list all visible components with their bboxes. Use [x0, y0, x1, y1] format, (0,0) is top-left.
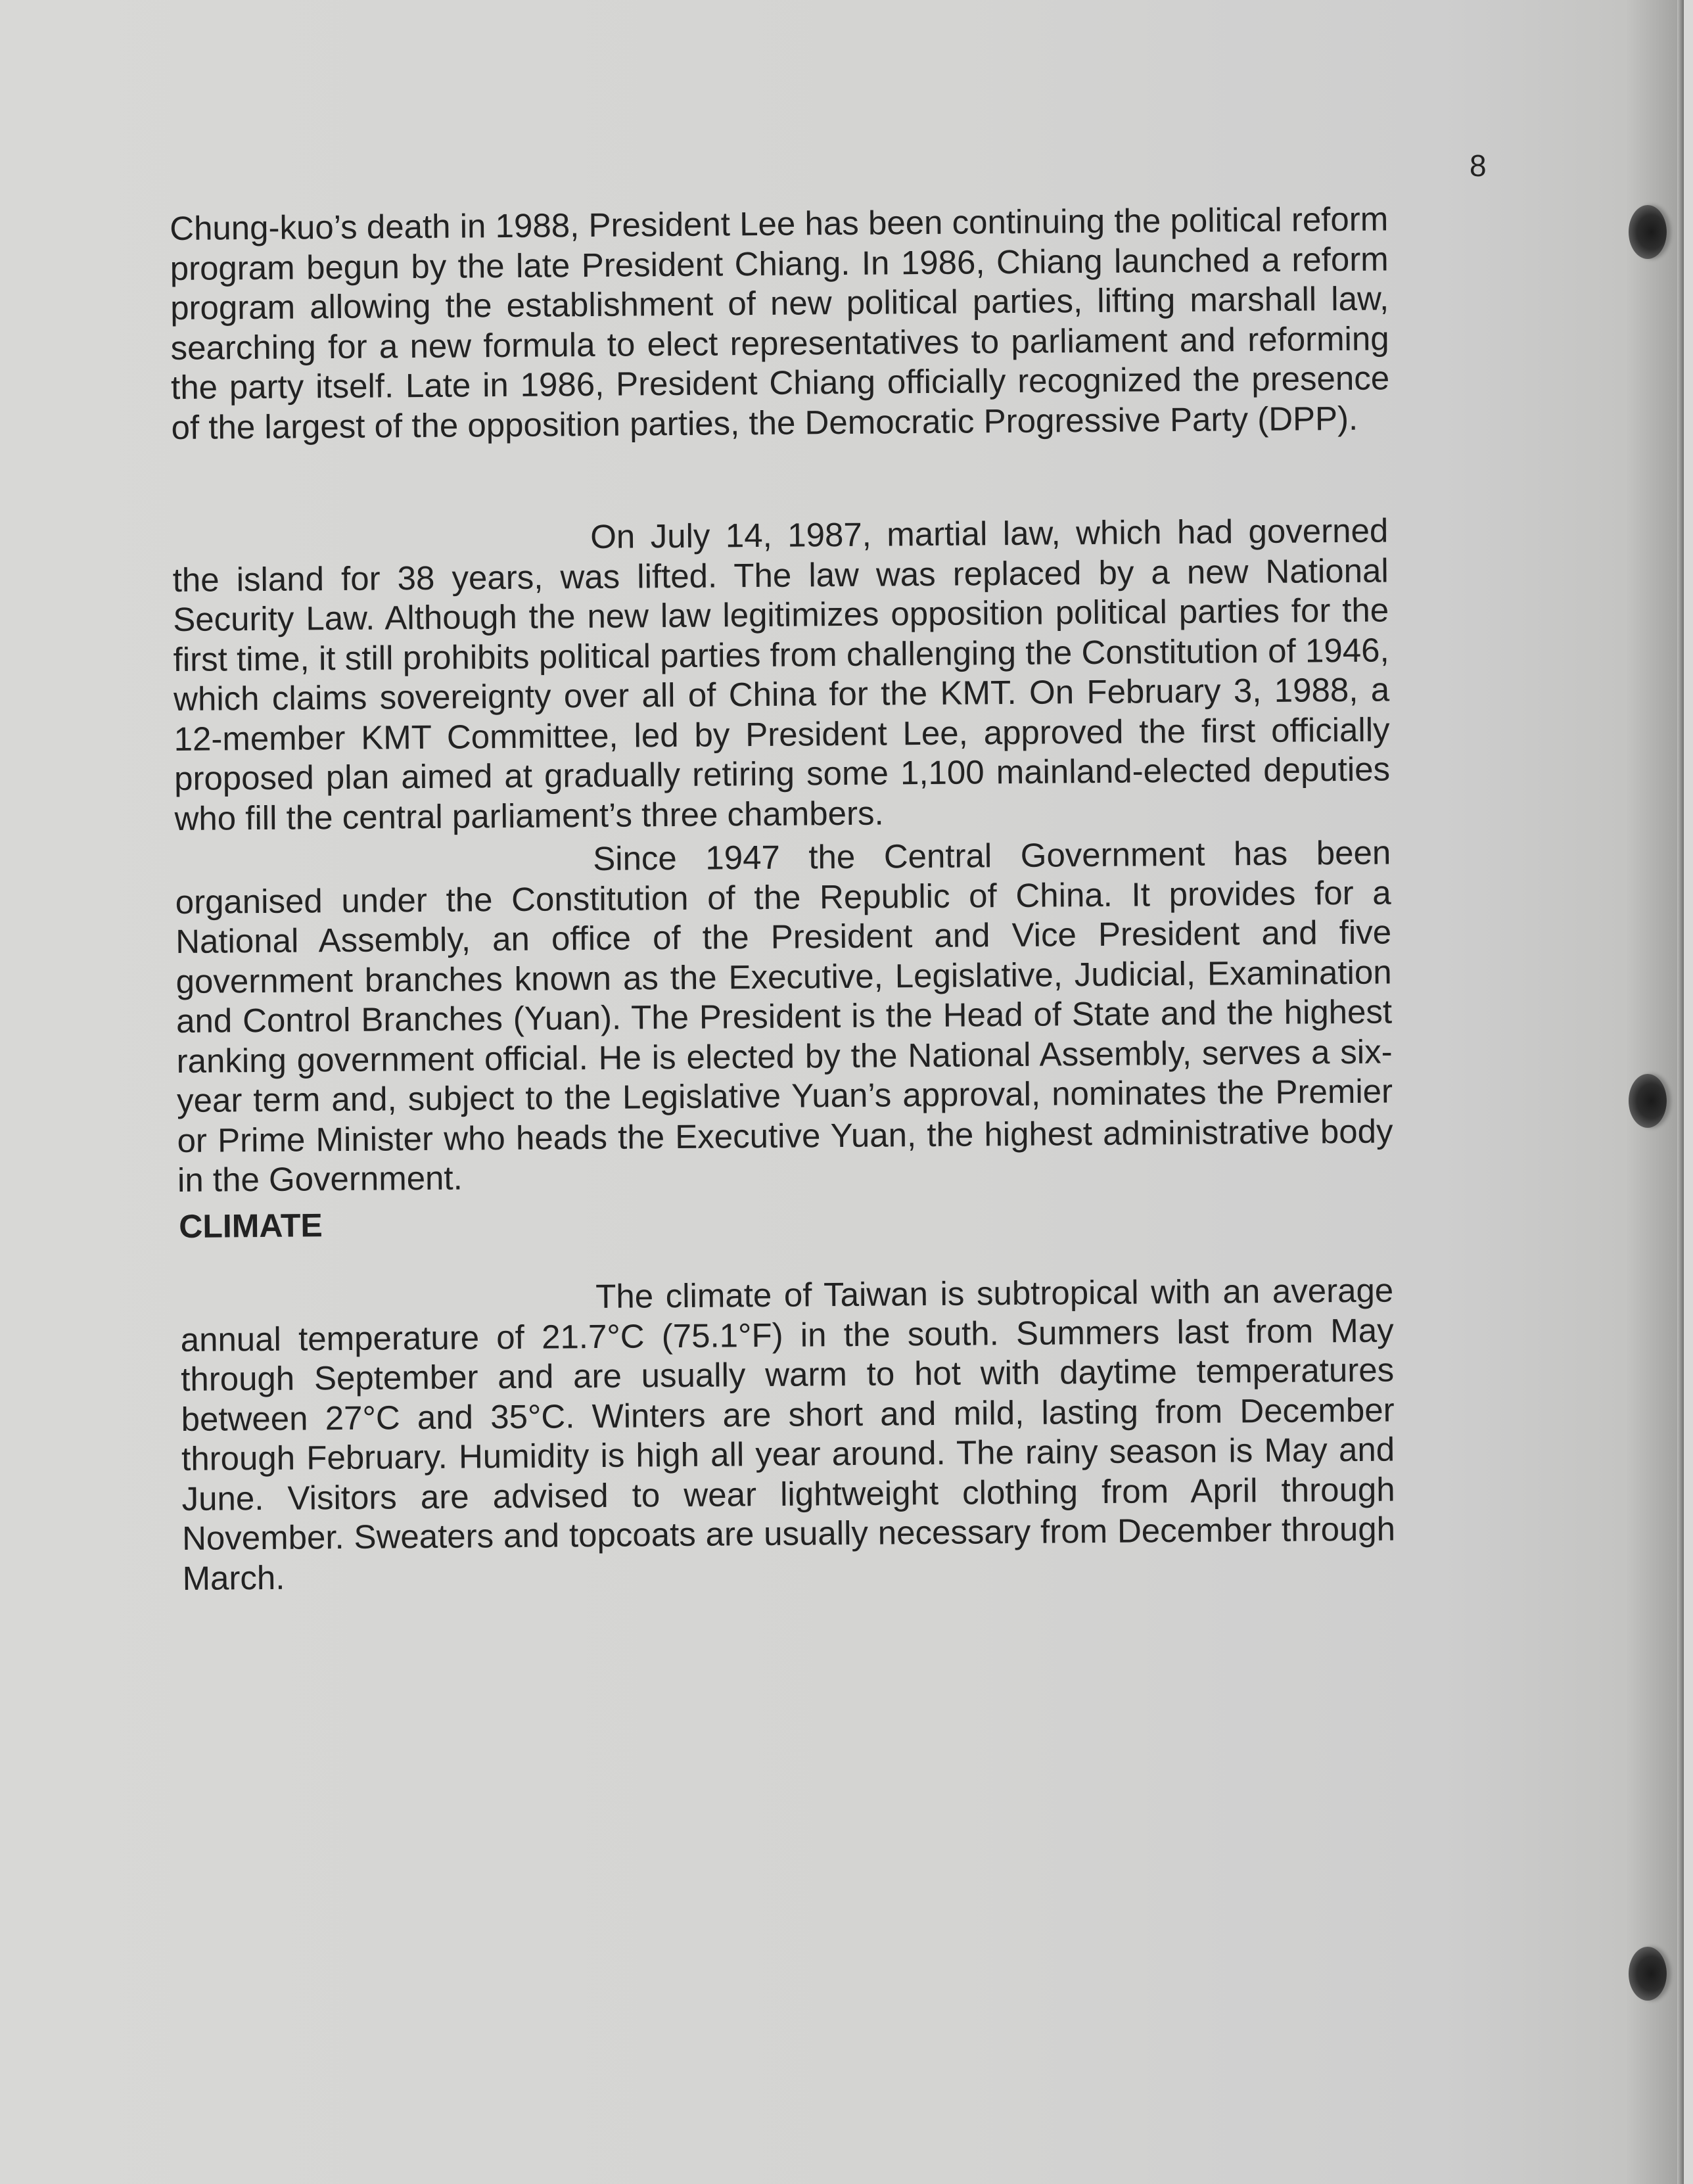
- page-number: 8: [1470, 149, 1487, 183]
- paragraph-climate: The climate of Taiwan is subtropical with an average annual temperature of 21.7°C (75.1°F) in the south. Summers last from May through September and are usually warm to hot with daytime temperatures between 27°C and 35°C. Winters are short and mild, lasting from December through February. Humidity is high all year around. The rainy season is May and June. Visitors are advised to wear lightweight clothing from April through November. Sweaters and topcoats are usually necessary from December through March.: [180, 1271, 1396, 1597]
- binder-hole-top: [1629, 205, 1667, 259]
- binder-hole-middle: [1629, 1074, 1667, 1128]
- binder-hole-bottom: [1629, 1947, 1667, 2001]
- page-outer-margin: [1684, 0, 1693, 2184]
- paragraph-central-government: Since 1947 the Central Government has been organised under the Constitution of the Republic of China. It provides for a National Assembly, an office of the President and Vice President and five government branches known as the Executive, Legislative, Judicial, Examination and Control Branches (Yuan). The President is the Head of State and the highest ranking government official. He is elected by the National Assembly, serves a six-year term and, subject to the Legislative Yuan’s approval, nominates the Premier or Prime Minister who heads the Executive Yuan, the highest administrative body in the Government.: [175, 833, 1393, 1199]
- section-heading-climate: CLIMATE: [179, 1207, 323, 1245]
- paragraph-political-reform: Chung-kuo’s death in 1988, President Lee has been continuing the political reform program begun by the late President Chiang. In 1986, Chiang launched a reform program allowing the establishment of new political parties, lifting marshall law, searching for a new formula to elect representatives to parliament and reforming the party itself. Late in 1986, President Chiang officially recognized the presence of the largest of the opposition parties, the Democratic Progressive Party (DPP).: [170, 200, 1390, 446]
- paragraph-martial-law: On July 14, 1987, martial law, which had governed the island for 38 years, was lifted. The law was replaced by a new National Security Law. Although the new law legitimizes opposition political parties for the first time, it still prohibits political parties from challenging the Constitution of 1946, which claims sovereignty over all of China for the KMT. On February 3, 1988, a 12-member KMT Committee, led by President Lee, approved the first officially proposed plan aimed at gradually retiring some 1,100 mainland-elected deputies who fill the central parliament’s three chambers.: [172, 511, 1391, 837]
- page-edge-shadow: [1677, 0, 1684, 2184]
